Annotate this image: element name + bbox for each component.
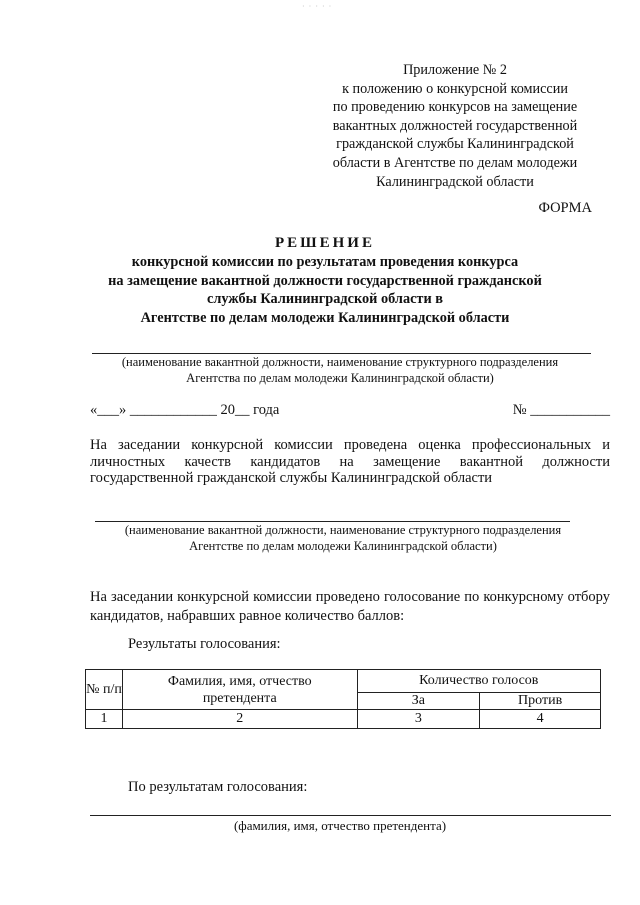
document-title — [70, 234, 580, 328]
annex-line: по проведению конкурсов на замещение — [332, 99, 578, 116]
title-line: конкурсной комиссии по результатам проведения конкурса — [131, 253, 519, 270]
header-for: За — [357, 693, 480, 710]
caption-line: Агентстве по делам молодежи Калининградской области) — [189, 538, 497, 553]
title-line: на замещение вакантной должности государственной гражданской — [108, 272, 542, 289]
results-label: Результаты голосования: — [128, 636, 281, 652]
annex-line: области в Агентстве по делам молодежи — [332, 154, 578, 171]
header-against: Против — [480, 693, 601, 710]
fill-line-position-2[interactable] — [95, 521, 570, 522]
paragraph-voting: На заседании конкурсной комиссии проведено голосование по конкурсному отбору кандидатов, набравших равное количество баллов: — [90, 589, 610, 624]
caption-position — [100, 355, 580, 386]
title-line: Агентстве по делам молодежи Калининградской области — [140, 310, 510, 327]
caption-line: (наименование вакантной должности, наименование структурного подразделения — [124, 523, 562, 537]
after-voting-label: По результатам голосования: — [128, 779, 308, 795]
annex-header — [290, 61, 620, 191]
fill-line-position[interactable] — [92, 353, 591, 354]
caption-candidate: (фамилия, имя, отчество претендента) — [233, 818, 447, 833]
number-field[interactable]: № ___________ — [512, 402, 610, 418]
annex-line: Приложение № 2 — [403, 62, 507, 78]
header-no: № п/п — [86, 670, 123, 710]
date-number-line — [90, 402, 610, 419]
annex-line: к положению о конкурсной комиссии — [342, 80, 568, 97]
title-main: РЕШЕНИЕ — [275, 235, 375, 251]
header-name: Фамилия, имя, отчество претендента — [122, 670, 357, 710]
caption-line: Агентства по делам молодежи Калининградской области) — [186, 370, 494, 385]
annex-line: гражданской службы Калининградской — [336, 136, 574, 153]
caption-position-2 — [103, 523, 583, 554]
form-label: ФОРМА — [538, 200, 592, 216]
header-votes: Количество голосов — [357, 670, 600, 693]
table-cell: 4 — [480, 710, 601, 729]
table-cell: 2 — [122, 710, 357, 729]
title-line: службы Калининградской области в — [206, 291, 443, 308]
table-row — [86, 710, 601, 729]
scan-mark: · · · · · — [302, 2, 333, 11]
caption-line: (наименование вакантной должности, наименование структурного подразделения — [121, 355, 559, 369]
fill-line-candidate[interactable] — [90, 815, 611, 816]
annex-line: вакантных должностей государственной — [332, 117, 578, 134]
annex-line: Калининградской области — [376, 173, 534, 190]
paragraph-assessment: На заседании конкурсной комиссии проведена оценка профессиональных и личностных качеств кандидатов на замещение вакантной должности государственной гражданской службы Калининградской области — [90, 437, 610, 486]
table-cell: 1 — [86, 710, 123, 729]
date-field[interactable]: «___» ____________ 20__ года — [90, 402, 280, 418]
table-cell: 3 — [357, 710, 480, 729]
votes-table — [85, 669, 601, 729]
